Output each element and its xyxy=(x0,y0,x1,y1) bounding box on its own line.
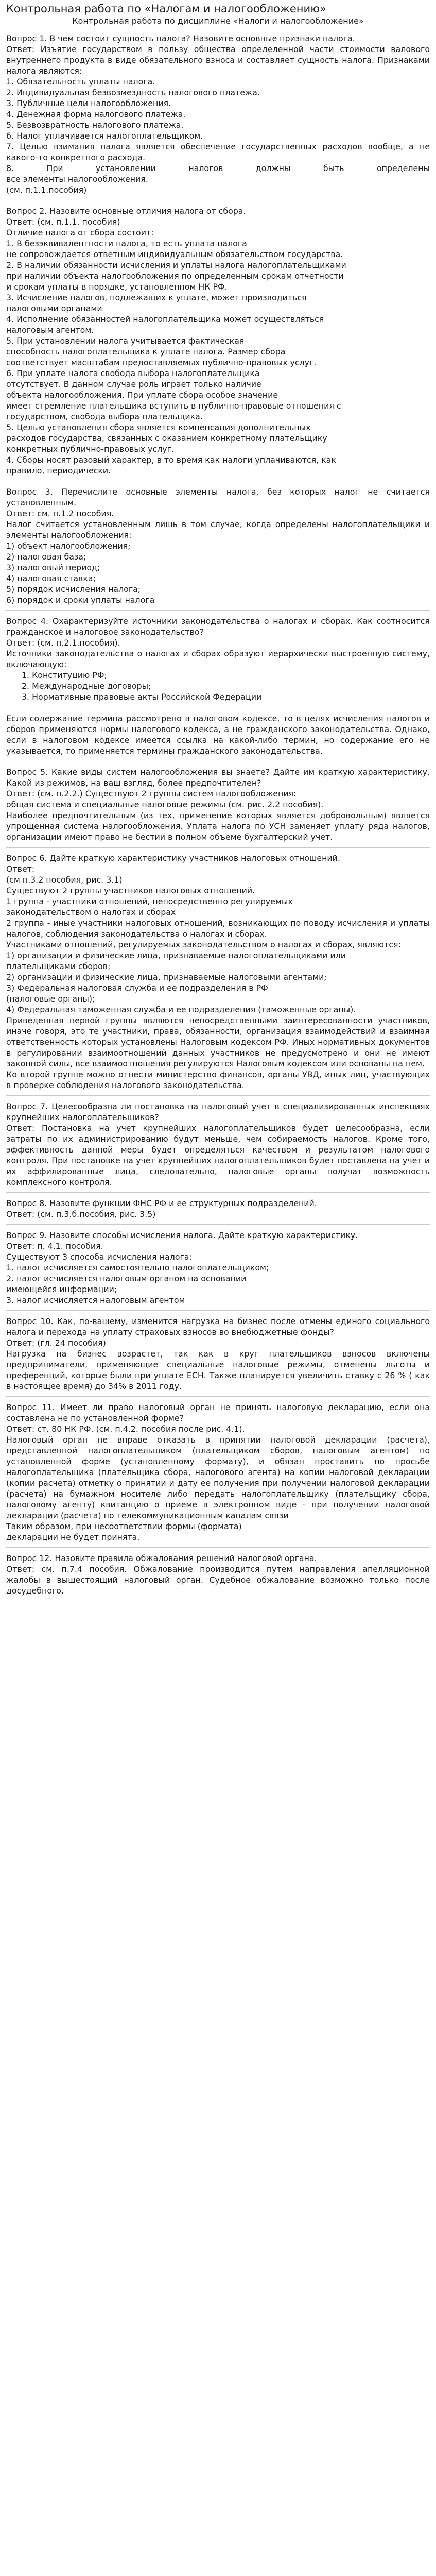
question-heading: Вопрос 4. Охарактеризуйте источники законодательства о налогах и сборах. Как соотносится гражданское и налоговое законодательство? xyxy=(6,616,430,637)
answer-line: при наличии объекта налогообложения по определенным срокам отчетности xyxy=(6,271,344,281)
answer-line: 2. налог исчисляется налоговым органом на основании xyxy=(6,1274,247,1283)
answer-line: Таким образом, при несоответствии формы (формата) xyxy=(6,1521,242,1531)
question-heading: Вопрос 7. Целесообразна ли постановка на налоговый учет в специализированных инспекциях крупнейших налогоплательщиков? xyxy=(6,1101,430,1122)
answer-line: 1 группа - участники отношений, непосредственно регулируемых xyxy=(6,896,293,906)
answer-line: Ответ: см. п.1.2 пособия. xyxy=(6,509,114,518)
answer-line: Налоговый орган не вправе отказать в принятии налоговой декларации (расчета), представленной налогоплательщиком (плательщиком сборов, налоговым агентом) по установленной форме (установленному формату), и обязан проставить по просьбе налогоплательщика (плательщика сбора, налогового агента) на копии налоговой декларации (копии расчета) отметку о принятии и дату ее получения при получении налоговой декларации (расчета) на бумажном носителе либо передать налогоплательщику (плательщику сбора, налоговому агенту) квитанцию о приеме в электронном виде - при получении налоговой декларации (расчета) по телекоммуникационным каналам связи xyxy=(6,1435,430,1520)
answer-line: все элементы налогообложения. xyxy=(6,174,148,184)
paragraph-spacer xyxy=(6,702,430,713)
answer-line: правило, периодически. xyxy=(6,466,111,476)
answer-line: Участниками отношений, регулируемых законодательством о налогах и сборах, являются: xyxy=(6,940,401,950)
section-divider xyxy=(6,1396,430,1397)
question-heading: Вопрос 8. Назовите функции ФНС РФ и ее структурных подразделений. xyxy=(6,1198,317,1208)
answer-line: 4) Федеральная таможенная служба и ее подразделения (таможенные органы). xyxy=(6,1005,356,1014)
answer-line: имеющейся информации; xyxy=(6,1284,117,1294)
answer-line: налоговым агентом. xyxy=(6,325,94,335)
question-heading: Вопрос 6. Дайте краткую характеристику участников налоговых отношений. xyxy=(6,853,340,863)
answer-line: имеет стремление плательщика вступить в публично-правовые отношения с xyxy=(6,401,341,411)
answer-line: Ответ: см. п.7.4 пособия. Обжалование производится путем направления апелляционной жалобы в вышестоящий налоговый орган. Судебное обжалование возможно только после досудебного. xyxy=(6,1564,430,1596)
answer-line: и срокам уплаты в порядке, установленном НК РФ. xyxy=(6,282,228,292)
answer-line: 3. Исчисление налогов, подлежащих к уплате, может производиться xyxy=(6,293,307,302)
answer-line: (см п.3.2 пособия, рис. 3.1) xyxy=(6,875,123,885)
answer-line: (налоговые органы); xyxy=(6,994,95,1004)
section-divider xyxy=(6,1224,430,1225)
answer-line: 1) объект налогообложения; xyxy=(6,541,131,551)
section-divider xyxy=(6,1095,430,1096)
answer-line: 8. При установлении налогов должны быть определены xyxy=(6,163,430,173)
answer-line: 3) Федеральная налоговая служба и ее подразделения в РФ xyxy=(6,983,268,993)
answer-line: 1. В безэквивалентности налога, то есть уплата налога xyxy=(6,239,247,248)
answer-line: 6. Налог уплачивается налогоплательщиком. xyxy=(6,131,203,141)
section-divider xyxy=(6,1310,430,1311)
answer-line: 5. Безвозвратность налогового платежа. xyxy=(6,120,184,130)
answer-line: 1. налог исчисляется самостоятельно налогоплательщиком; xyxy=(6,1263,269,1273)
answer-line: законодательством о налогах и сборах xyxy=(6,907,176,917)
answer-line: Ответ: Постановка на учет крупнейших налогоплательщиков будет целесообразна, если затраты по их администрированию будут меньше, чем собираемость налогов. Кроме того, эффективность данной меры будет определяться качеством и результатом налогового контроля. При постановке на учет крупнейших налогоплательщиков будет поставлена на учет и их аффилированные лица, следовательно, налоговые органы получат возможность комплексного контроля. xyxy=(6,1123,430,1187)
answer-line: способность налогоплательщика к уплате налога. Размер сбора xyxy=(6,347,286,357)
answer-line: (см. п.1.1.пособия) xyxy=(6,185,87,195)
answer-line: 4. Сборы носят разовый характер, в то время как налоги уплачиваются, как xyxy=(6,455,336,465)
answer-line: Если содержание термина рассмотрено в налоговом кодексе, то в целях исчисления налогов и сборов применяются нормы налогового кодекса, а не гражданского законодательства. Однако, если в налоговом кодексе имеется ссылка на какой-либо термин, но содержание его не указывается, то применяется термины гражданского законодательства. xyxy=(6,714,430,756)
page-title: Контрольная работа по «Налогам и налогообложению» xyxy=(6,3,326,15)
answer-line: декларации не будет принята. xyxy=(6,1532,140,1542)
answer-line: Ответ: xyxy=(6,864,35,874)
answer-line: объекта налогообложения. При уплате сбора особое значение xyxy=(6,390,278,400)
answer-line: общая система и специальные налоговые режимы (см. рис. 2.2 пособия). xyxy=(6,800,324,809)
answer-line: 3. Нормативные правовые акты Российской Федерации xyxy=(22,692,262,702)
answer-line: 2. В наличии обязанности исчисления и уплаты налога налогоплательщиками xyxy=(6,260,346,270)
answer-line: Ответ: (гл. 24 пособия) xyxy=(6,1338,106,1348)
answer-line: Нагрузка на бизнес возрастет, так как в круг плательщиков взносов включены предприниматели, применяющие специальные налоговые режимы, отменены льготы и преференций, которые были при уплате ЕСН. Также планируется увеличить ставку с 26 % ( как в настоящее время) до 34% в 2011 году. xyxy=(6,1349,430,1391)
answer-line: Ответ: (см. п.2.2.) Существуют 2 группы систем налогообложения: xyxy=(6,789,297,799)
answer-line: 1. Конституцию РФ; xyxy=(22,670,107,680)
answer-line: Налог считается установленным лишь в том случае, когда определены налогоплательщики и элементы налогообложения: xyxy=(6,519,430,540)
answer-line: Существуют 3 способа исчисления налога: xyxy=(6,1252,192,1262)
answer-line: расходов государства, связанных с оказанием конкретному плательщику xyxy=(6,433,327,443)
answer-line: 2 группа - иные участники налоговых отношений, возникающих по поводу исчисления и уплаты налогов, соблюдения законодательства о налогах и сборах. xyxy=(6,918,430,939)
answer-line: 4) налоговая ставка; xyxy=(6,573,96,583)
answer-line: 1. Обязательность уплаты налога. xyxy=(6,77,155,87)
answer-line: конкретных публично-правовых услуг. xyxy=(6,444,174,454)
page-subtitle: Контрольная работа по дисциплине «Налоги и налогообложение» xyxy=(72,16,364,26)
answer-line: 6) порядок и сроки уплаты налога xyxy=(6,595,155,605)
answer-line: соответствует масштабам предоставляемых публично-правовых услуг. xyxy=(6,358,317,367)
answer-line: государством, свобода выбора плательщика. xyxy=(6,412,203,421)
question-heading: Вопрос 11. Имеет ли право налоговый орган не принять налоговую декларацию, если она составлена не по установленной форме? xyxy=(6,1402,430,1423)
question-heading: Вопрос 2. Назовите основные отличия налога от сбора. xyxy=(6,206,246,216)
answer-line: Ответ: (см. п.1.1. пособия) xyxy=(6,217,120,227)
section-divider xyxy=(6,1192,430,1193)
answer-line: 3. Публичные цели налогообложения. xyxy=(6,98,171,108)
answer-line: плательщиками сборов; xyxy=(6,961,111,971)
question-heading: Вопрос 1. В чем состоит сущность налога? Назовите основные признаки налога. xyxy=(6,33,355,43)
answer-line: 6. При уплате налога свобода выбора налогоплательщика xyxy=(6,368,260,378)
answer-line: Ответ: Изъятие государством в пользу общества определенной части стоимости валового внутреннего продукта в виде обязательного взноса и составляет сущность налога. Признаками налога являются: xyxy=(6,44,430,76)
answer-line: 5. Целью установления сбора является компенсация дополнительных xyxy=(6,422,311,432)
answer-line: 7. Целью взимания налога является обеспечение государственных расходов вообще, а не какого-то конкретного расхода. xyxy=(6,142,430,162)
question-heading: Вопрос 10. Как, по-вашему, изменится нагрузка на бизнес после отмены единого социального налога и перехода на уплату страховых взносов во внебюджетные фонды? xyxy=(6,1316,430,1337)
section-divider xyxy=(6,847,430,848)
answer-line: 2) налоговая база; xyxy=(6,552,86,562)
answer-line: Ответ: ст. 80 НК РФ. (см. п.4.2. пособия после рис. 4.1). xyxy=(6,1424,245,1434)
question-heading: Вопрос 5. Какие виды систем налогообложения вы знаете? Дайте им краткую характеристику. Какой из режимов, на ваш взгляд, более предпочтителен? xyxy=(6,767,430,788)
answer-line: Ответ: (см. п.2.1.пособия). xyxy=(6,638,120,648)
answer-line: 2) организации и физические лица, признаваемые налоговыми агентами; xyxy=(6,972,327,982)
answer-line: 2. Международные договоры; xyxy=(22,681,151,691)
answer-line: 3) налоговый период; xyxy=(6,563,100,572)
answer-line: отсутствует. В данном случае роль играет только наличие xyxy=(6,379,261,389)
answer-line: Ко второй группе можно отнести министерство финансов, органы УВД, иных лиц, участвующих в проверке соблюдения налогового законодательства. xyxy=(6,1070,430,1090)
section-divider xyxy=(6,1547,430,1548)
answer-line: 4. Денежная форма налогового платежа. xyxy=(6,109,186,119)
answer-line: 4. Исполнение обязанностей налогоплательщика может осуществляться xyxy=(6,314,324,324)
answer-line: 2. Индивидуальная безвозмездность налогового платежа. xyxy=(6,88,260,97)
section-divider xyxy=(6,610,430,611)
answer-line: Отличие налога от сбора состоит: xyxy=(6,228,154,238)
answer-line: Приведенная первой группы являются непосредственными заинтересованности участников, иначе говоря, это те участники, права, обязанности, организация взаимодействий и взаимная ответственность которых установлены Налоговым кодексом РФ. Иных нормативных документов в регулировании взаимоотношений данных участников не предусмотрено и они не имеют законной силы, все взаимоотношения регулируются Налоговым кодексом или основаны на нем. xyxy=(6,1015,430,1069)
answer-line: Наиболее предпочтительным (из тех, применение которых является добровольным) является упрощенная система налогообложения. Уплата налога по УСН заменяет уплату ряда налогов, организации имеют право не бестии в полном объеме бухгалтерский учет. xyxy=(6,810,430,842)
answer-line: 1) организации и физические лица, признаваемые налогоплательщиками или xyxy=(6,951,346,960)
answer-line: Существуют 2 группы участников налоговых отношений. xyxy=(6,886,255,895)
answer-line: Источники законодательства о налогах и сборах образуют иерархически выстроенную систему, включающую: xyxy=(6,649,430,669)
document-body xyxy=(6,33,430,1596)
answer-line: 5) порядок исчисления налога; xyxy=(6,584,141,594)
question-heading: Вопрос 9. Назовите способы исчисления налога. Дайте краткую характеристику. xyxy=(6,1230,358,1240)
answer-line: Ответ: (см. п.3.б.пособия, рис. 3.5) xyxy=(6,1209,156,1219)
question-heading: Вопрос 3. Перечислите основные элементы налога, без которых налог не считается установленным. xyxy=(6,487,430,507)
question-heading: Вопрос 12. Назовите правила обжалования решений налоговой органа. xyxy=(6,1553,317,1563)
answer-line: 5. При установлении налога учитывается фактическая xyxy=(6,336,245,346)
answer-line: не сопровождается ответным индивидуальным обязательством государства. xyxy=(6,249,343,259)
answer-line: налоговыми органами xyxy=(6,303,102,313)
answer-line: 3. налог исчисляется налоговым агентом xyxy=(6,1295,185,1305)
answer-line: Ответ: п. 4.1. пособия. xyxy=(6,1241,103,1251)
